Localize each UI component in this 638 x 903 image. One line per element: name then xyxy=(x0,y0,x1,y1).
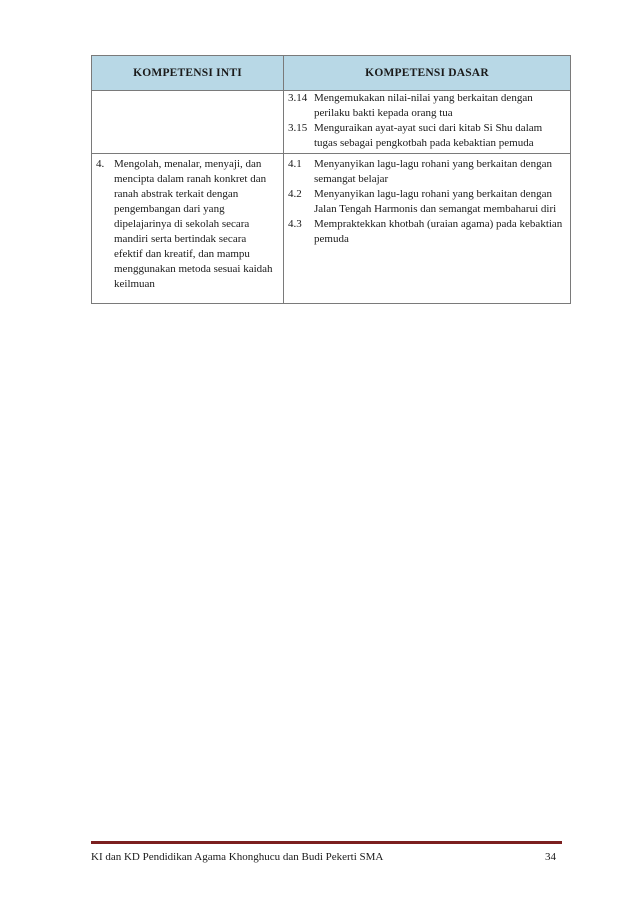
kd-text: Menguraikan ayat-ayat suci dari kitab Si Shu dalam tugas sebagai pengkotbah pada kebaktian pemuda xyxy=(314,122,543,149)
footer-title: KI dan KD Pendidikan Agama Khonghucu dan Budi Pekerti SMA xyxy=(91,851,384,863)
kd-item xyxy=(284,157,570,187)
table-row xyxy=(92,154,571,304)
kd-number: 4.1 xyxy=(288,158,302,170)
ki-cell xyxy=(92,154,284,304)
table-row xyxy=(92,91,571,154)
kd-number: 3.15 xyxy=(288,122,308,134)
kd-text: Menyanyikan lagu-lagu rohani yang berkaitan dengan Jalan Tengah Harmonis dan semangat membaharui diri xyxy=(314,188,557,215)
kd-item xyxy=(284,121,570,151)
kd-number: 4.2 xyxy=(288,188,302,200)
kd-text: Menyanyikan lagu-lagu rohani yang berkaitan dengan semangat belajar xyxy=(314,158,552,185)
kd-cell xyxy=(284,154,571,304)
ki-cell-empty xyxy=(92,91,284,154)
kd-item xyxy=(284,187,570,217)
page-number: 34 xyxy=(545,851,556,863)
table-header-row xyxy=(92,56,571,91)
kd-number: 3.14 xyxy=(288,92,308,104)
header-kompetensi-dasar: KOMPETENSI DASAR xyxy=(284,56,571,91)
kd-number: 4.3 xyxy=(288,218,302,230)
kd-text: Mengemukakan nilai-nilai yang berkaitan dengan perilaku bakti kepada orang tua xyxy=(314,92,533,119)
ki-item xyxy=(92,154,283,292)
kd-text: Mempraktekkan khotbah (uraian agama) pada kebaktian pemuda xyxy=(314,218,563,245)
kd-item xyxy=(284,217,570,247)
competency-table xyxy=(91,55,571,304)
footer-divider xyxy=(91,841,562,844)
kd-cell xyxy=(284,91,571,154)
ki-number: 4. xyxy=(96,158,105,170)
header-kompetensi-inti: KOMPETENSI INTI xyxy=(92,56,284,91)
ki-text: Mengolah, menalar, menyaji, dan mencipta dalam ranah konkret dan ranah abstrak terkait dengan pengembangan dari yang dipelajarinya di sekolah secara mandiri serta bertindak secara efektif dan kreatif, dan mampu menggunakan metoda sesuai kaidah keilmuan xyxy=(114,158,273,290)
kd-item xyxy=(284,91,570,121)
